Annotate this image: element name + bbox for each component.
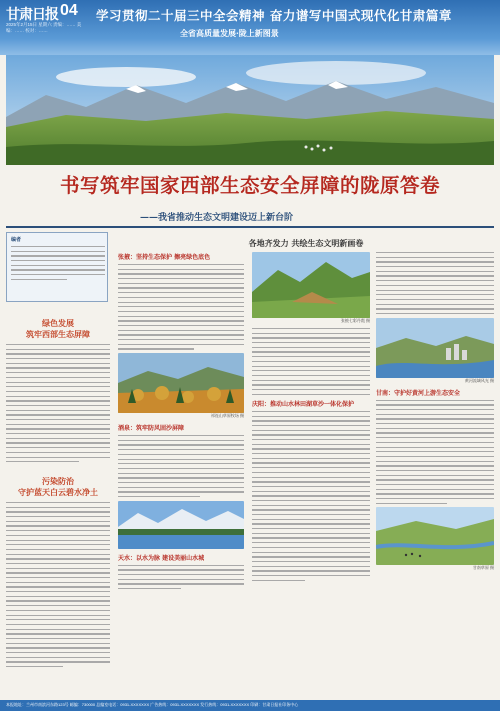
newspaper-logo: 甘肃日报 — [6, 7, 58, 23]
story-tag: 天水：以水为脉 建设美丽山水城 — [118, 554, 205, 562]
grassland-photo — [376, 507, 494, 565]
header-subtitle: 全省高质量发展·陇上新图景 — [180, 28, 279, 38]
body-text-block — [376, 252, 494, 314]
story-tag: 甘南：守护好黄河上游生态安全 — [376, 389, 461, 397]
section-heading-green-kicker: 绿色发展 — [42, 318, 74, 328]
main-subtitle: ——我省推动生态文明建设迈上新台阶 — [140, 213, 294, 223]
editor-note-box — [6, 232, 108, 302]
section-heading-pollution-kicker: 污染防治 — [42, 476, 74, 486]
column-3 — [252, 252, 370, 584]
body-text-block — [376, 400, 494, 504]
left-column — [6, 232, 110, 680]
right-section-heading: 各地齐发力 共绘生态文明新画卷 — [248, 238, 364, 248]
photo-caption: 甘南草原 摄 — [472, 565, 494, 571]
editor-note-title: 编者 — [11, 237, 22, 243]
body-text-block — [6, 502, 110, 671]
body-text-block — [252, 328, 370, 395]
section-heading-pollution — [6, 476, 110, 498]
editor-note-text — [11, 246, 105, 284]
grassland-river-image — [376, 507, 494, 565]
body-text-block — [118, 435, 244, 497]
section-heading-pollution-title: 守护蓝天白云碧水净土 — [18, 487, 98, 497]
green-mountain-image — [252, 252, 370, 318]
body-text-block — [118, 565, 244, 590]
section-heading-green-title: 筑牢西部生态屏障 — [26, 329, 90, 339]
section-heading-green — [6, 318, 110, 340]
story-tag: 庆阳：推动山水林田湖草沙一体化保护 — [252, 400, 355, 408]
footer-text: 本报地址：兰州市南滨河东路123号 邮编：730000 总编室电话：0931-XXXXXXX 广告热线：0931-XXXXXXX 发行热线：0931-XXXXXXX 印刷：甘肃日报社印务中心 — [6, 702, 299, 707]
main-headline: 书写筑牢国家西部生态安全屏障的陇原答卷 — [59, 174, 440, 197]
header-banner: 学习贯彻二十届三中全会精神 奋力谱写中国式现代化甘肃篇章 — [96, 8, 452, 23]
lead-landscape-photo — [6, 55, 494, 165]
story-tag: 酒泉：筑牢防风固沙屏障 — [118, 425, 185, 433]
snow-mountain-lake-image — [118, 501, 244, 549]
body-text-block — [252, 411, 370, 581]
column-4 — [376, 252, 494, 571]
issue-meta: 2025年2月15日 星期六 责编：…… 美编：…… 校对：…… — [6, 22, 82, 33]
story-tag: 张掖：坚持生态保护 擦亮绿色底色 — [118, 254, 211, 261]
forest-photo — [118, 353, 244, 413]
river-city-image — [376, 318, 494, 378]
river-city-photo — [376, 318, 494, 378]
body-text-block — [6, 344, 110, 466]
mountain-landscape-image — [6, 55, 494, 165]
photo-caption: 祁连山草原牧场 摄 — [210, 413, 244, 419]
headline-rule — [6, 226, 494, 228]
photo-caption: 张掖七彩丹霞 摄 — [340, 318, 370, 323]
photo-caption: 黄河流域风光 摄 — [464, 377, 494, 383]
autumn-forest-image — [118, 353, 244, 413]
page-number: 04 — [60, 2, 78, 19]
column-2 — [118, 252, 244, 593]
mountain-photo — [252, 252, 370, 318]
body-text-block — [118, 264, 244, 350]
lake-photo — [118, 501, 244, 549]
